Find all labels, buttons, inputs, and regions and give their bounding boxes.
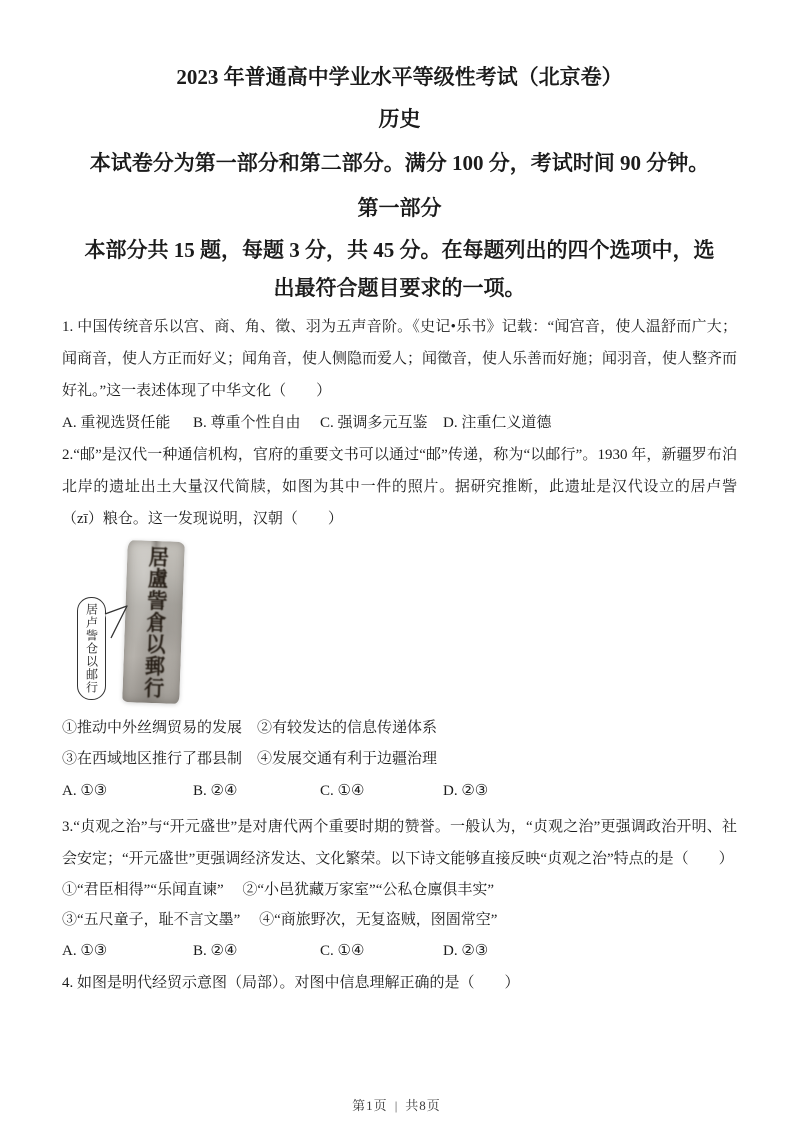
footer-current-page: 第1页: [352, 1098, 388, 1113]
q3-option-c: C. ①④: [320, 943, 365, 959]
q2-statements-12: ①推动中外丝绸贸易的发展 ②有较发达的信息传递体系: [62, 720, 438, 736]
question-3-stem: 3.“贞观之治”与“开元盛世”是对唐代两个重要时期的赞誉。一般认为，“贞观之治”更强调政治开明、社会安定；“开元盛世”更强调经济发达、文化繁荣。以下诗文能够直接反映“贞观之治”特点的是（ ）: [62, 819, 737, 867]
paper-header: [62, 62, 737, 307]
q1-option-d: D. 注重仁义道德: [443, 415, 552, 431]
slip-inscription: 居盧訾倉以郵行: [140, 545, 168, 699]
q3-statements-34: ③“五尺童子，耻不言文墨” ④“商旅野次，无复盗贼，囹圄常空”: [62, 912, 498, 928]
callout-tail-icon: [102, 599, 130, 641]
q3-statements-12: ①“君臣相得”“乐闻直谏” ②“小邑犹藏万家室”“公私仓廪俱丰实”: [62, 882, 495, 898]
q1-option-a: A. 重视选贤任能: [62, 415, 171, 431]
part1-description-line2: 出最符合题目要求的一项。: [273, 276, 526, 300]
q2-option-b: B. ②④: [193, 783, 238, 799]
page-footer: [0, 1095, 793, 1114]
question-2-options: [62, 775, 737, 807]
q2-figure: [62, 535, 737, 713]
question-1-stem: 1. 中国传统音乐以宫、商、角、徵、羽为五声音阶。《史记•乐书》记载：“闻宫音，使人温舒而广大；闻商音，使人方正而好义；闻角音，使人侧隐而爱人；闻徵音，使人乐善而好施；闻羽音，使人整齐而好礼。”这一表述体现了中华文化（ ）: [62, 319, 738, 399]
part1-description-line1: 本部分共 15 题，每题 3 分，共 45 分。在每题列出的四个选项中，选: [84, 238, 715, 262]
question-1-options: [62, 407, 737, 439]
q3-option-a: A. ①③: [62, 943, 108, 959]
q2-statements-34: ③在西域地区推行了郡县制 ④发展交通有利于边疆治理: [62, 751, 438, 767]
part1-description: [62, 231, 737, 307]
q2-option-c: C. ①④: [320, 783, 365, 799]
q1-option-c: C. 强调多元互鉴: [320, 415, 428, 431]
q2-option-d: D. ②③: [443, 783, 489, 799]
q3-option-b: B. ②④: [193, 943, 238, 959]
q1-option-b: B. 尊重个性自由: [193, 415, 301, 431]
part1-heading: 第一部分: [357, 196, 442, 220]
question-2-stem: 2.“邮”是汉代一种通信机构，官府的重要文书可以通过“邮”传递，称为“以邮行”。1930 年，新疆罗布泊北岸的遗址出土大量汉代简牍，如图为其中一件的照片。据研究推断，此遗址是汉代设立的居卢訾（zī）粮仓。这一发现说明，汉朝（ ）: [62, 447, 737, 527]
question-4-stem: 4. 如图是明代经贸示意图（局部）。对图中信息理解正确的是（ ）: [62, 975, 520, 991]
footer-separator: |: [394, 1098, 399, 1113]
q2-option-a: A. ①③: [62, 783, 108, 799]
question-3-options: [62, 935, 737, 967]
q2-callout-text: 居卢訾仓以邮行: [84, 603, 99, 694]
footer-total-pages: 共8页: [405, 1098, 441, 1113]
paper-subject: 历史: [378, 107, 421, 131]
q3-option-d: D. ②③: [443, 943, 489, 959]
paper-title: 2023 年普通高中学业水平等级性考试（北京卷）: [176, 65, 623, 89]
wooden-slip-photo: [122, 540, 185, 704]
paper-intro: 本试卷分为第一部分和第二部分。满分 100 分，考试时间 90 分钟。: [89, 151, 710, 175]
